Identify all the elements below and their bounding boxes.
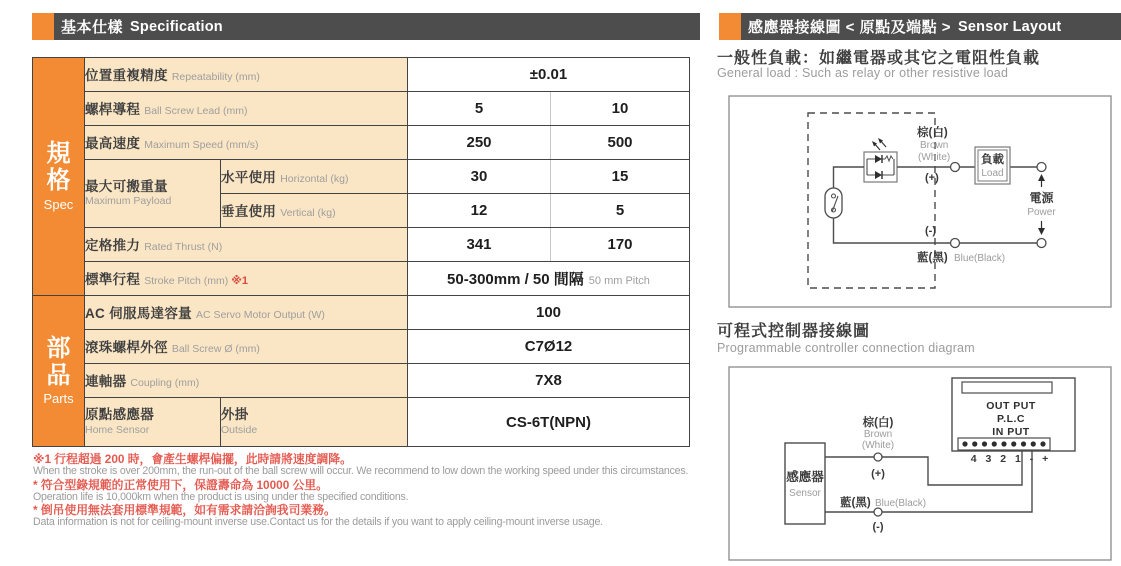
general-load-title-zh: 一般性負載：如繼電器或其它之電阻性負載 [717, 50, 1041, 67]
brown-wire-label-zh: 棕(白) [862, 417, 894, 429]
spec-header-bar [32, 13, 700, 40]
row-label-stroke-pitch [85, 262, 408, 296]
value-speed-1: 250 [408, 126, 551, 160]
group-parts-en: Parts [43, 391, 74, 407]
plc-top-slot [962, 382, 1052, 393]
brown-wire-label-en2: (White) [918, 152, 951, 163]
label-en: Maximum Payload [85, 195, 172, 208]
table-row [33, 262, 690, 296]
plc-section-title-en: Programmable controller connection diagram [717, 341, 975, 355]
label-zh: 原點感應器 [85, 407, 154, 422]
row-sublabel-vertical [221, 194, 408, 228]
brown-wire-label-zh: 棕(白) [917, 127, 948, 139]
label-zh: 最高速度 [85, 136, 141, 151]
label-zh: 垂直使用 [221, 204, 277, 219]
plc-output-label: OUT PUT [986, 400, 1036, 412]
orange-square-marker [32, 13, 54, 40]
group-spec-en: Spec [43, 196, 74, 212]
specification-table [32, 57, 690, 447]
value-ball-screw-diameter: C7Ø12 [408, 330, 690, 364]
blue-wire-label-zh: 藍(黑) [917, 252, 948, 264]
table-row [33, 126, 690, 160]
footnote-marker: ※1 [231, 275, 249, 287]
label-en: Ball Screw Ø (mm) [171, 343, 260, 355]
spec-header-title [54, 13, 700, 40]
value-home-sensor: CS-6T(NPN) [408, 398, 690, 447]
label-zh: 水平使用 [221, 170, 277, 185]
table-row [33, 228, 690, 262]
label-en: Outside [221, 423, 258, 436]
sensor-label-zh: 感應器 [786, 470, 824, 484]
led-internal-wires [867, 159, 894, 175]
stroke-value-en: 50 mm Pitch [588, 275, 650, 287]
label-zh: 最大可搬重量 [85, 178, 168, 194]
plc-section-title-zh: 可程式控制器接線圖 [717, 323, 871, 340]
label-zh: 螺桿導程 [85, 102, 141, 117]
table-row [33, 330, 690, 364]
switch-contact [832, 194, 836, 198]
label-en: AC Servo Motor Output (W) [195, 309, 325, 321]
label-en: Stroke Pitch (mm) [144, 275, 229, 287]
value-thrust-1: 341 [408, 228, 551, 262]
terminal-minus [951, 239, 960, 248]
label-en: Ball Screw Lead (mm) [144, 105, 248, 117]
plc-input-label: IN PUT [992, 426, 1030, 438]
label-en: Coupling (mm) [130, 377, 200, 389]
row-label-coupling [85, 364, 408, 398]
plus-sign-label: (+) [925, 172, 939, 184]
group-spec-zh: 規格 [46, 140, 71, 194]
row-label-repeatability [85, 58, 408, 92]
spec-title-zh: 基本仕樣 [61, 19, 124, 36]
label-zh: 滾珠螺桿外徑 [85, 340, 168, 355]
diagram-border [729, 367, 1111, 560]
table-row [33, 398, 690, 447]
label-zh: 定格推力 [85, 238, 141, 253]
value-vertical-1: 12 [408, 194, 551, 228]
row-label-rated-thrust [85, 228, 408, 262]
footnote-line: When the stroke is over 200mm, the run-out of the ball screw will occur. We recommend to low down the working speed under this circumstances. [33, 465, 689, 477]
sensor-dashed-outline [808, 113, 935, 288]
minus-sign-label: (-) [872, 521, 884, 533]
row-label-max-payload [85, 160, 221, 228]
label-en: Maximum Speed (mm/s) [144, 139, 259, 151]
value-horizontal-2: 15 [551, 160, 690, 194]
label-zh: AC 伺服馬達容量 [85, 306, 192, 321]
led-triangle [875, 155, 882, 163]
plus-sign-label: (+) [871, 468, 885, 480]
footnote-line: Operation life is 10,000km when the product is using under the specified conditions. [33, 490, 409, 503]
power-label-en: Power [1027, 207, 1056, 218]
group-parts-zh: 部品 [46, 334, 71, 389]
footnote-line: * 符合型錄規範的正常使用下，保證壽命為 10000 公里。 [33, 477, 328, 492]
led-zigzag [885, 156, 893, 161]
value-servo-output: 100 [408, 296, 690, 330]
value-horizontal-1: 30 [408, 160, 551, 194]
footnotes [33, 453, 695, 530]
orange-square-marker [719, 13, 741, 40]
footnote-line: Data information is not for ceiling-mount inverse use.Contact us for the details if you want to apply ceiling-mount inverse usage. [33, 516, 603, 529]
terminal-plus [951, 163, 960, 172]
blue-wire-label-en: Blue(Black) [875, 498, 927, 509]
row-label-ball-screw-lead [85, 92, 408, 126]
table-row [33, 296, 690, 330]
led-diode-box [864, 152, 897, 182]
blue-wire-label-en: Blue(Black) [954, 253, 1006, 264]
row-label-servo-output [85, 296, 408, 330]
load-label-en: Load [981, 168, 1004, 179]
table-row [33, 160, 690, 194]
general-load-title-en: General load : Such as relay or other resistive load [717, 66, 1009, 80]
row-label-ball-screw-diameter [85, 330, 408, 364]
terminal-number-labels: 4 3 2 1 - + [970, 453, 1052, 465]
table-row [33, 364, 690, 398]
footnote-line: ※1 行程超過 200 時，會產生螺桿偏擺，此時請將速度調降。 [33, 452, 352, 466]
footnote-line: * 倒吊使用無法套用標準規範，如有需求請洽詢我司業務。 [33, 503, 336, 518]
value-repeatability: ±0.01 [408, 58, 690, 92]
row-label-max-speed [85, 126, 408, 160]
general-load-wiring-diagram [728, 95, 1112, 308]
label-zh: 外掛 [221, 407, 249, 422]
plc-name-label: P.L.C [997, 413, 1025, 425]
sensor-layout-title-en: Sensor Layout [958, 18, 1062, 35]
group-header-parts [33, 296, 85, 447]
brown-wire-label-en1: Brown [920, 140, 949, 151]
sensor-label-en: Sensor [789, 488, 821, 499]
row-sublabel-horizontal [221, 160, 408, 194]
value-vertical-2: 5 [551, 194, 690, 228]
value-thrust-2: 170 [551, 228, 690, 262]
brown-wire-label-en2: (White) [861, 440, 895, 451]
sensor-layout-header-bar [719, 13, 1121, 40]
sensor-layout-title-zh: 感應器接線圖 < 原點及端點 > [748, 19, 952, 36]
row-label-home-sensor [85, 398, 221, 447]
label-en: Home Sensor [85, 423, 150, 436]
value-stroke [408, 262, 690, 296]
label-zh: 連軸器 [85, 374, 127, 389]
minus-sign-label: (-) [925, 225, 936, 237]
power-label-zh: 電源 [1029, 191, 1054, 205]
blue-wire-label-zh: 藍(黑) [840, 497, 871, 509]
table-row [33, 58, 690, 92]
reed-switch-icon [825, 188, 842, 218]
power-terminal-bottom [1037, 239, 1046, 248]
group-header-spec [33, 58, 85, 296]
value-lead-1: 5 [408, 92, 551, 126]
label-zh: 位置重複精度 [85, 68, 168, 83]
brown-wire-label-en1: Brown [863, 429, 893, 440]
row-sublabel-outside [221, 398, 408, 447]
table-row [33, 92, 690, 126]
value-speed-2: 500 [551, 126, 690, 160]
label-en: Horizontal (kg) [280, 173, 349, 185]
sensor-layout-header-title [741, 13, 1121, 40]
power-arrowhead-down [1038, 228, 1045, 235]
spec-title-en: Specification [130, 18, 223, 35]
value-coupling: 7X8 [408, 364, 690, 398]
stroke-value: 50-300mm / 50 間隔 [447, 271, 584, 288]
plc-connection-diagram [728, 366, 1112, 561]
power-arrowhead-up [1038, 174, 1045, 181]
diode-triangle [875, 171, 882, 179]
power-terminal-top [1037, 163, 1046, 172]
label-en: Rated Thrust (N) [144, 241, 223, 253]
terminal-dots [962, 441, 1045, 446]
terminal-plus [874, 453, 882, 461]
label-zh: 標準行程 [85, 272, 141, 287]
label-en: Repeatability (mm) [171, 71, 260, 83]
terminal-minus [874, 508, 882, 516]
load-label-zh: 負載 [981, 154, 1004, 166]
label-en: Vertical (kg) [280, 207, 336, 219]
value-lead-2: 10 [551, 92, 690, 126]
